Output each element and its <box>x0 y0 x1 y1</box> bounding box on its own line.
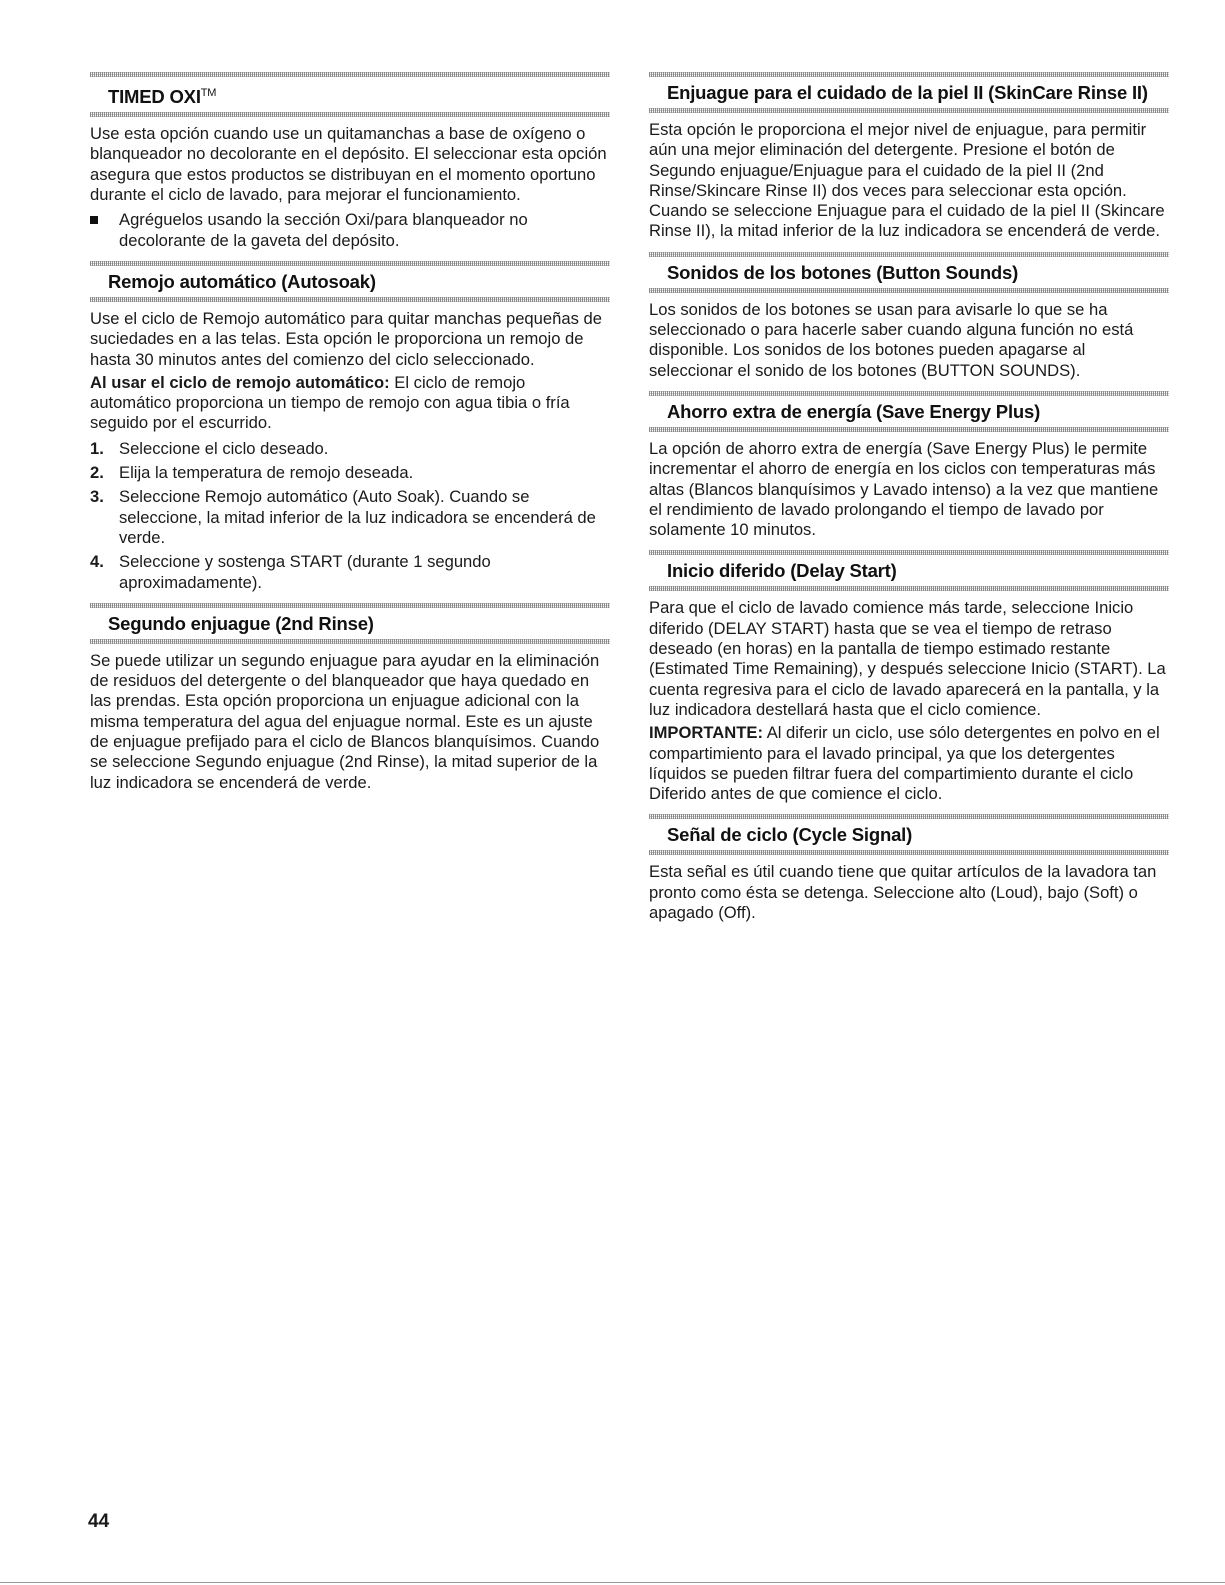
section-button-sounds <box>649 252 1169 381</box>
divider <box>90 297 610 302</box>
section-timed-oxi <box>90 72 610 251</box>
section-heading: Segundo enjuague (2nd Rinse) <box>108 612 374 634</box>
section-heading: Inicio diferido (Delay Start) <box>667 560 897 582</box>
square-bullet-icon <box>90 216 98 224</box>
divider <box>649 288 1169 293</box>
right-column <box>649 72 1169 933</box>
section-heading: Remojo automático (Autosoak) <box>108 270 376 292</box>
section-heading: Señal de ciclo (Cycle Signal) <box>667 824 913 846</box>
list-item: Agréguelos usando la sección Oxi/para blanqueador no decolorante de la gaveta del depósito. <box>90 210 610 251</box>
section-delay-start <box>649 550 1169 804</box>
divider <box>90 639 610 644</box>
section-body <box>649 862 1169 923</box>
divider <box>649 427 1169 432</box>
divider <box>90 261 610 266</box>
section-body <box>649 598 1169 804</box>
section-autosoak <box>90 261 610 593</box>
section-skincare-rinse <box>649 72 1169 242</box>
section-body <box>649 120 1169 242</box>
divider <box>649 550 1169 555</box>
section-cycle-signal <box>649 814 1169 923</box>
paragraph: Esta señal es útil cuando tiene que quitar artículos de la lavadora tan pronto como ésta se detenga. Seleccione alto (Loud), bajo (Soft) o apagado (Off). <box>649 862 1157 923</box>
section-body <box>90 651 610 793</box>
list-item: 3. Seleccione Remojo automático (Auto Soak). Cuando se seleccione, la mitad inferior de la luz indicadora se encenderá de verde. <box>90 487 596 547</box>
section-heading: TIMED OXI™ <box>108 86 217 108</box>
section-body <box>649 300 1169 381</box>
bold-lead: Al usar el ciclo de remojo automático: <box>90 372 390 392</box>
bullet-list <box>90 210 610 251</box>
divider <box>649 252 1169 257</box>
paragraph: La opción de ahorro extra de energía (Save Energy Plus) le permite incrementar el ahorro de energía en los ciclos con temperaturas más altas (Blancos blanquísimos y Lavado intenso) a la vez que mantiene el rendimiento de lavado prolongando el tiempo de lavado por solamente 10 minutos. <box>649 438 1159 540</box>
divider <box>90 603 610 608</box>
section-heading: Enjuague para el cuidado de la piel II (SkinCare Rinse II) <box>667 82 1148 103</box>
left-column <box>90 72 610 803</box>
section-heading: Ahorro extra de energía (Save Energy Plus) <box>667 400 1041 422</box>
list-item: 4. Seleccione y sostenga START (durante 1 segundo aproximadamente). <box>90 552 491 592</box>
section-heading: Sonidos de los botones (Button Sounds) <box>667 261 1019 283</box>
section-body <box>90 124 610 251</box>
paragraph: Use esta opción cuando use un quitamanchas a base de oxígeno o blanqueador no decolorante en el depósito. El seleccionar esta opción asegura que estos productos se distribuyan en el momento oportuno durante el ciclo de lavado, para mejorar el funcionamiento. <box>90 124 607 205</box>
important-label: IMPORTANTE: <box>649 723 763 743</box>
paragraph: IMPORTANTE: Al diferir un ciclo, use sólo detergentes en polvo en el compartimiento para el lavado principal, ya que los detergentes líquidos se pueden filtrar fuera del compartimiento durante el ciclo Diferido antes de que comience el ciclo. <box>649 723 1160 804</box>
divider <box>649 586 1169 591</box>
step-number: 1. <box>90 438 104 458</box>
list-item: 1. Seleccione el ciclo deseado. <box>90 438 329 458</box>
paragraph: Esta opción le proporciona el mejor nivel de enjuague, para permitir aún una mejor eliminación del detergente. Presione el botón de Segundo enjuague/Enjuague para el cuidado de la piel II (2nd Rinse/Skincare Rinse II) dos veces para seleccionar esta opción. Cuando se seleccione Enjuague para el cuidado de la piel II (Skincare Rinse II), la mitad inferior de la luz indicadora se encenderá de verde. <box>649 120 1165 241</box>
divider <box>649 72 1169 77</box>
numbered-list <box>90 439 610 593</box>
step-number: 3. <box>90 487 104 507</box>
divider <box>649 391 1169 396</box>
list-item: 2. Elija la temperatura de remojo deseada. <box>90 463 414 483</box>
bottom-border <box>0 1582 1225 1583</box>
paragraph: Use el ciclo de Remojo automático para quitar manchas pequeñas de suciedades en a las telas. Esta opción le proporciona un remojo de hasta 30 minutos antes del comienzo del ciclo seleccionado. <box>90 308 602 369</box>
paragraph: Al usar el ciclo de remojo automático: El ciclo de remojo automático proporciona un tiempo de remojo con agua tibia o fría seguido por el escurrido. <box>90 372 570 433</box>
paragraph: Para que el ciclo de lavado comience más tarde, seleccione Inicio diferido (DELAY START) hasta que se vea el tiempo de retraso deseado (en horas) en la pantalla de tiempo estimado restante (Estimated Time Remaining), y después seleccione Inicio (START). La cuenta regresiva para el ciclo de lavado aparecerá en la pantalla, y la luz indicadora destellará hasta que el ciclo comience. <box>649 598 1166 719</box>
paragraph: Los sonidos de los botones se usan para avisarle lo que se ha seleccionado o para hacerle saber cuando alguna función no está disponible. Los sonidos de los botones pueden apagarse al seleccionar el sonido de los botones (BUTTON SOUNDS). <box>649 299 1134 380</box>
section-save-energy <box>649 391 1169 540</box>
step-number: 4. <box>90 552 104 572</box>
section-body <box>90 309 610 593</box>
divider <box>90 72 610 77</box>
paragraph: Se puede utilizar un segundo enjuague para ayudar en la eliminación de residuos del detergente o del blanqueador que haya quedado en las prendas. Esta opción proporciona un enjuague adicional con la misma temperatura del agua del enjuague normal. Este es un ajuste de enjuague prefijado para el ciclo de Blancos blanquísimos. Cuando se seleccione Segundo enjuague (2nd Rinse), la mitad superior de la luz indicadora se encenderá de verde. <box>90 650 600 792</box>
page-number: 44 <box>88 1511 110 1532</box>
section-body <box>649 439 1169 540</box>
divider <box>649 814 1169 819</box>
trademark-mark: TM <box>200 87 217 99</box>
divider <box>90 112 610 117</box>
section-second-rinse <box>90 603 610 793</box>
step-number: 2. <box>90 463 104 483</box>
divider <box>649 108 1169 113</box>
divider <box>649 850 1169 855</box>
